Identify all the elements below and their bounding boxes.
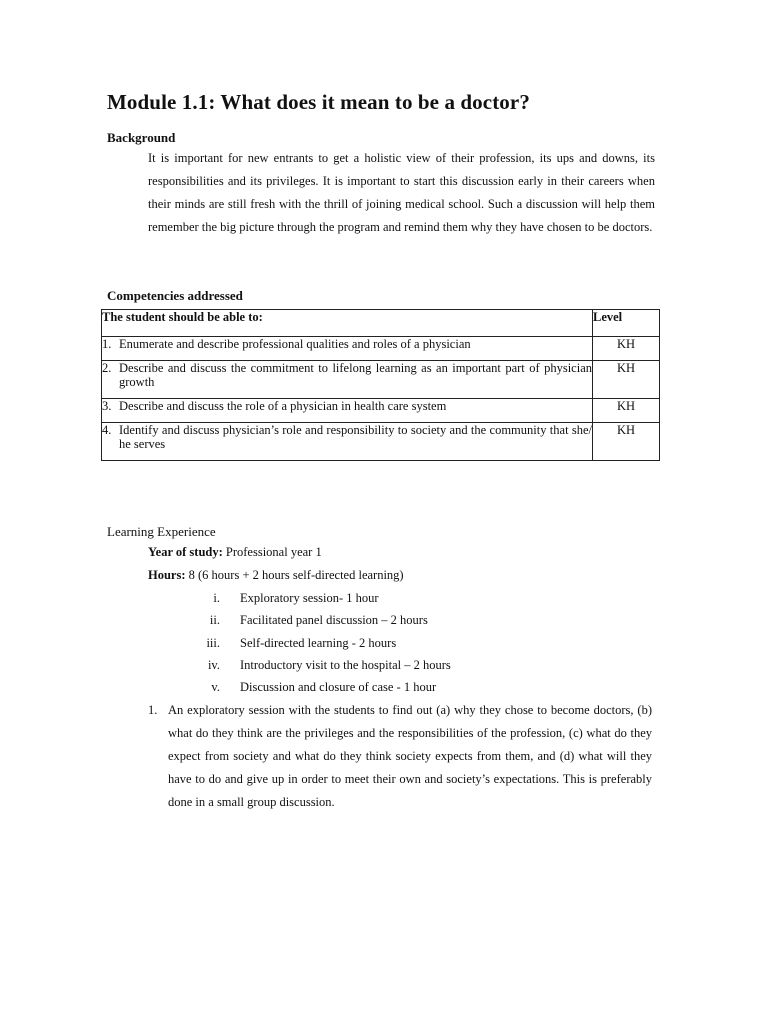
session-text: Introductory visit to the hospital – 2 hours (240, 658, 451, 672)
learning-heading: Learning Experience (107, 524, 216, 539)
competency-cell (102, 399, 593, 423)
year-label: Year of study: (148, 545, 223, 559)
competency-cell (102, 361, 593, 399)
table-row (102, 423, 660, 461)
competency-number: 4. (102, 423, 112, 437)
year-of-study (148, 545, 322, 560)
competencies-heading: Competencies addressed (107, 288, 243, 303)
point-text: An exploratory session with the students to find out (a) why they chose to become doctors, (b) what do they think are the privileges and the responsibilities of the profession, (c) what do they expect from society and what do they think society expects from them, and (d) what will they have to do and give up in order to meet their own and society’s expectations. This is preferably done in a small group discussion. (168, 703, 652, 809)
level-cell: KH (593, 337, 660, 361)
background-paragraph: It is important for new entrants to get a holistic view of their profession, its ups and downs, its responsibilities and its privileges. It is important to start this discussion early in their careers when their minds are still fresh with the thrill of joining medical school. Such a discussion will help them remember the big picture through the program and remind them why they have chosen to be doctors. (148, 151, 655, 234)
column-header-level: Level (593, 310, 660, 337)
competencies-table (101, 309, 660, 461)
table-row (102, 361, 660, 399)
year-value: Professional year 1 (225, 545, 322, 559)
level-cell: KH (593, 423, 660, 461)
competency-text: Enumerate and describe professional qualities and roles of a physician (119, 337, 471, 351)
session-number: ii. (209, 613, 220, 627)
hours-label: Hours: (148, 568, 186, 582)
hours (148, 568, 404, 583)
background-heading: Background (107, 130, 176, 145)
session-text: Facilitated panel discussion – 2 hours (240, 613, 428, 627)
session-text: Exploratory session- 1 hour (240, 591, 379, 605)
column-header-statement: The student should be able to: (102, 310, 593, 337)
table-row (102, 399, 660, 423)
competency-cell (102, 423, 593, 461)
page-title: Module 1.1: What does it mean to be a doctor? (107, 90, 530, 114)
competency-number: 1. (102, 337, 112, 351)
competency-number: 3. (102, 399, 112, 413)
competency-number: 2. (102, 361, 112, 375)
session-number: iii. (206, 636, 220, 650)
point-number: 1. (148, 703, 158, 717)
session-text: Self-directed learning - 2 hours (240, 636, 397, 650)
competency-text: Identify and discuss physician’s role and responsibility to society and the community that she/ he serves (119, 423, 592, 451)
numbered-point (148, 699, 652, 814)
competency-text: Describe and discuss the role of a physician in health care system (119, 399, 447, 413)
competency-cell (102, 337, 593, 361)
table-header-row (102, 310, 660, 337)
level-cell: KH (593, 399, 660, 423)
level-cell: KH (593, 361, 660, 399)
session-text: Discussion and closure of case - 1 hour (240, 680, 437, 694)
session-number: i. (213, 591, 220, 605)
hours-value: 8 (6 hours + 2 hours self-directed learning) (188, 568, 404, 582)
session-number: iv. (207, 658, 220, 672)
table-row (102, 337, 660, 361)
competency-text: Describe and discuss the commitment to lifelong learning as an important part of physician growth (119, 361, 592, 389)
session-number: v. (211, 680, 220, 694)
